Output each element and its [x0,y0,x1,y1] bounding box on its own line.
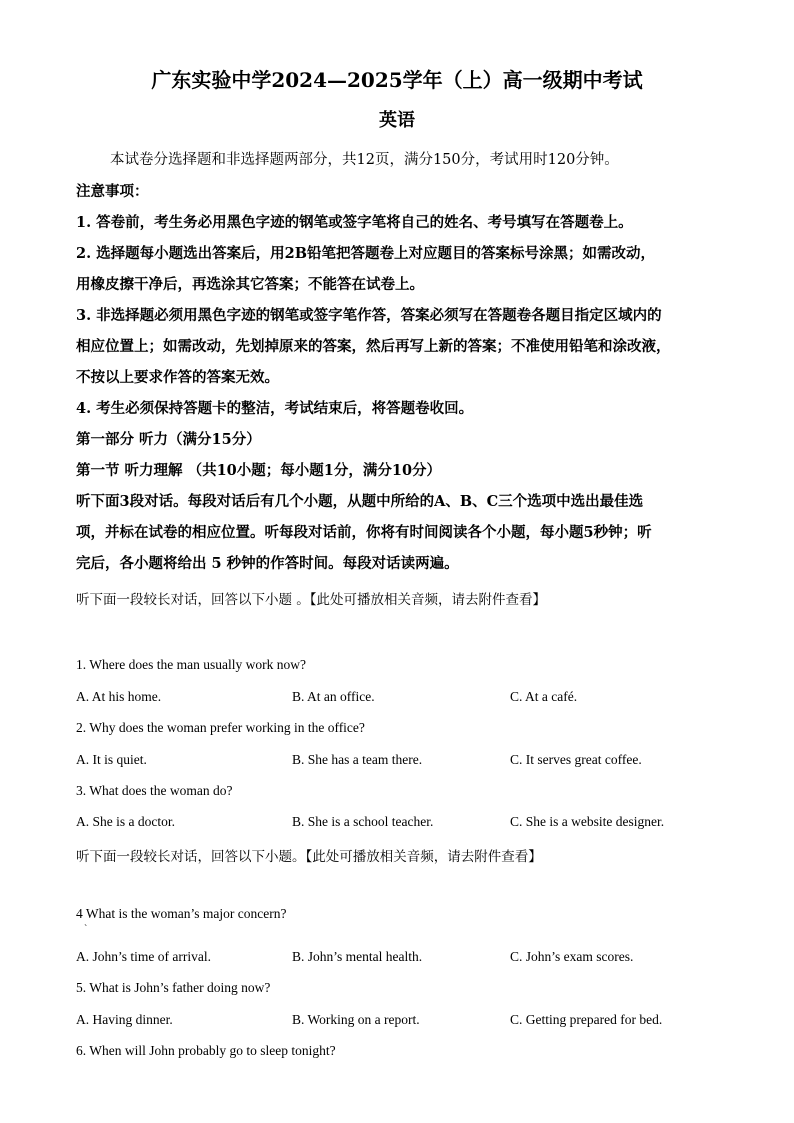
dialogue-note-2: 听下面一段较长对话，回答以下小题。【此处可播放相关音频，请去附件查看】 [76,849,542,865]
notice-item-1: 1. 答卷前，考生务必用黑色字迹的钢笔或签字笔将自己的姓名、考号填写在答题卷上。 [76,214,633,231]
exam-intro: 本试卷分选择题和非选择题两部分，共12页，满分150分，考试用时120分钟。 [110,152,619,168]
question-2-option-c: C. It serves great coffee. [510,752,642,767]
exam-title: 广东实验中学2024—2025学年（上）高一级期中考试 [151,68,643,92]
question-4-option-c: C. John’s exam scores. [510,949,634,964]
notice-item-3-line-1: 3. 非选择题必须用黑色字迹的钢笔或签字笔作答，答案必须写在答题卷各题目指定区域内的 [76,307,662,324]
stray-mark: ` [84,924,88,935]
instructions-line-2: 项，并标在试卷的相应位置。听每段对话前，你将有时间阅读各个小题，每小题5秒钟；听 [76,524,652,541]
notice-heading: 注意事项： [76,183,149,200]
dialogue-note-1: 听下面一段较长对话，回答以下小题 。【此处可播放相关音频，请去附件查看】 [76,592,547,608]
question-3-option-b: B. She is a school teacher. [292,814,434,829]
question-5-option-b: B. Working on a report. [292,1012,420,1027]
notice-item-2-line-1: 2. 选择题每小题选出答案后，用2B铅笔把答题卷上对应题目的答案标号涂黑；如需改动， [76,245,656,262]
question-1: 1. Where does the man usually work now? [76,657,306,672]
exam-subject: 英语 [379,110,415,131]
question-5: 5. What is John’s father doing now? [76,980,271,995]
question-2-option-b: B. She has a team there. [292,752,423,767]
instructions-line-1: 听下面3段对话。每段对话后有几个小题，从题中所给的A、B、C三个选项中选出最佳选 [76,493,644,510]
question-1-option-a: A. At his home. [76,689,162,704]
question-1-option-c: C. At a café. [510,689,578,704]
question-3: 3. What does the woman do? [76,783,233,798]
question-1-option-b: B. At an office. [292,689,375,704]
notice-item-2-line-2: 用橡皮擦干净后，再选涂其它答案；不能答在试卷上。 [76,276,424,293]
question-3-option-c: C. She is a website designer. [510,814,665,829]
notice-item-3-line-2: 相应位置上；如需改动，先划掉原来的答案，然后再写上新的答案；不准使用铅笔和涂改液， [76,338,671,355]
notice-item-3-line-3: 不按以上要求作答的答案无效。 [76,369,279,386]
question-5-option-c: C. Getting prepared for bed. [510,1012,663,1027]
question-4-option-a: A. John’s time of arrival. [76,949,211,964]
question-2: 2. Why does the woman prefer working in the office? [76,720,365,735]
question-6: 6. When will John probably go to sleep tonight? [76,1043,336,1058]
section1-heading: 第一节 听力理解 （共10小题；每小题1分，满分10分） [76,462,442,479]
question-5-option-a: A. Having dinner. [76,1012,173,1027]
notice-item-4: 4. 考生必须保持答题卡的整洁，考试结束后，将答题卷收回。 [76,400,474,417]
instructions-line-3: 完后，各小题将给出 5 秒钟的作答时间。每段对话读两遍。 [76,555,459,572]
question-3-option-a: A. She is a doctor. [76,814,175,829]
part1-heading: 第一部分 听力（满分15分） [76,431,261,448]
question-4: 4 What is the woman’s major concern? [76,906,287,921]
question-2-option-a: A. It is quiet. [76,752,147,767]
question-4-option-b: B. John’s mental health. [292,949,423,964]
